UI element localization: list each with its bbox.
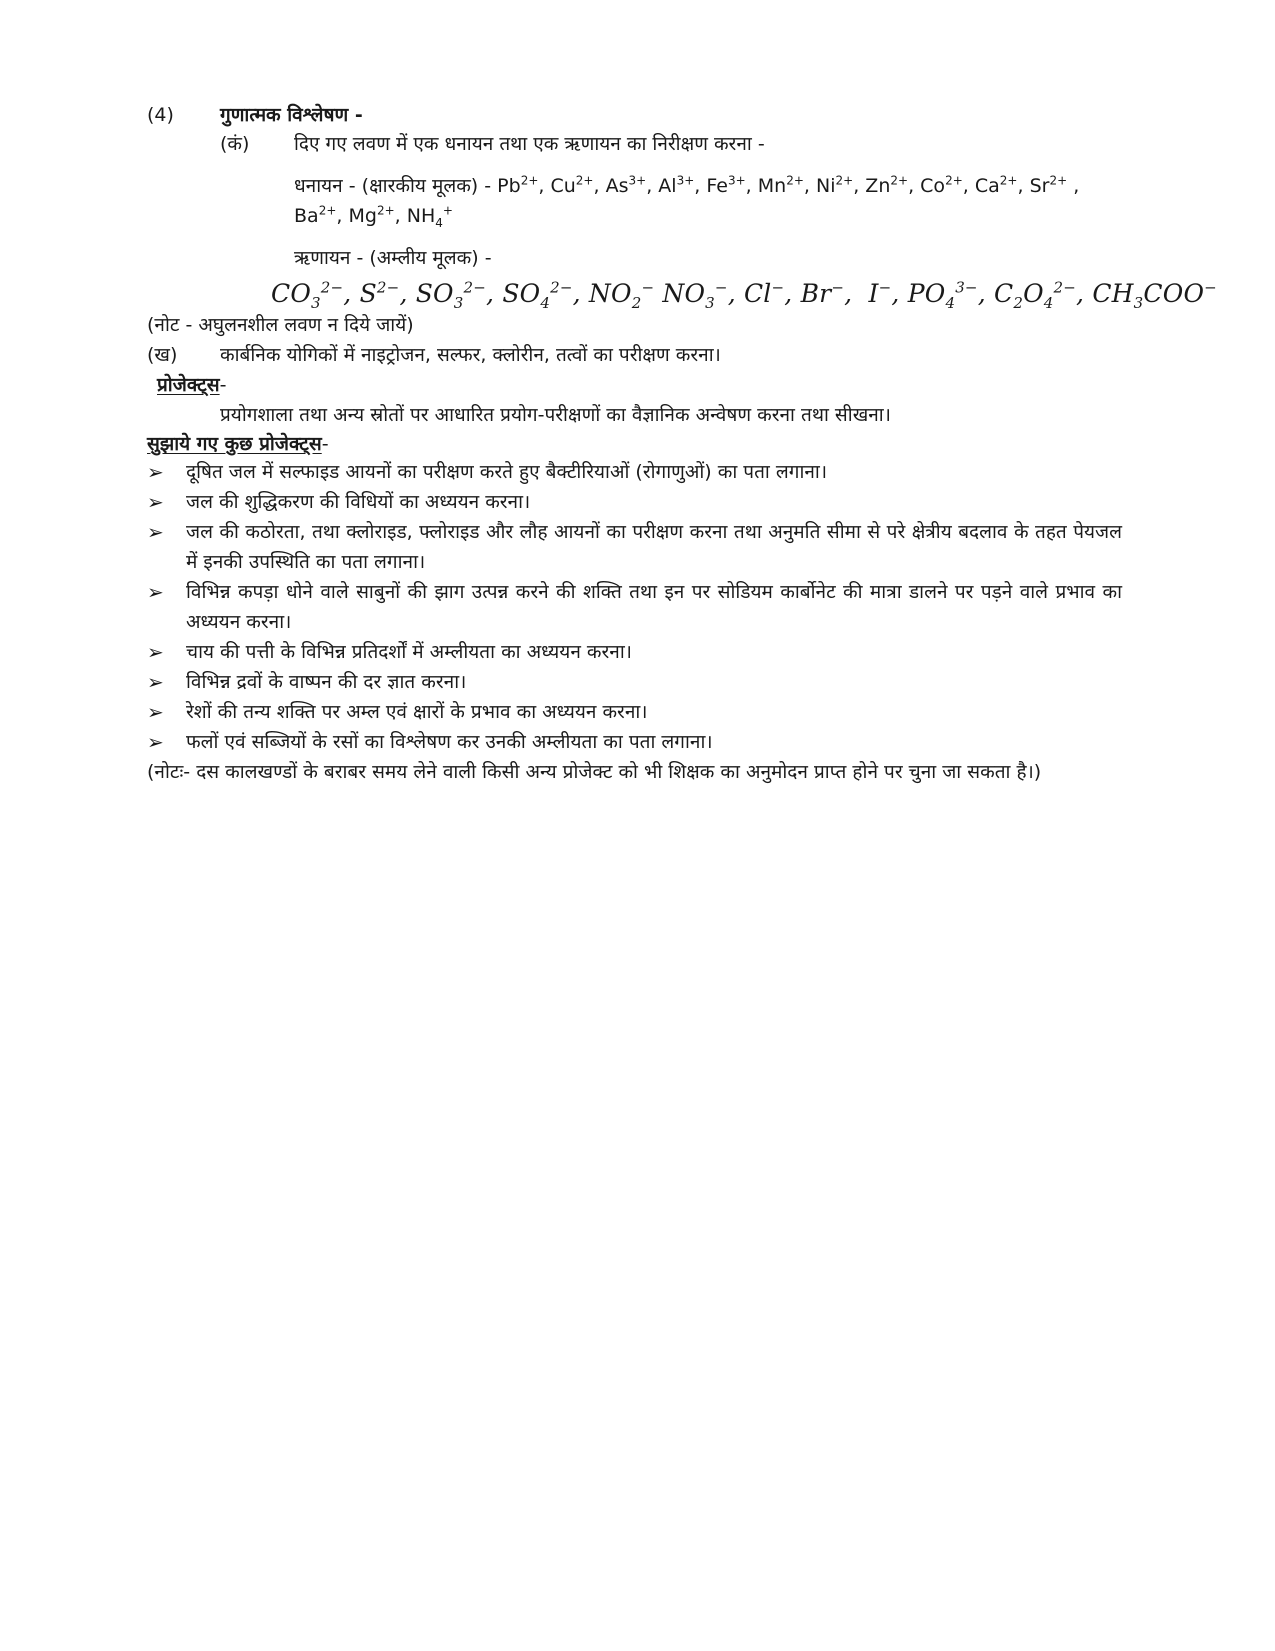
list-item: जल की शुद्धिकरण की विधियों का अध्ययन करना।	[186, 491, 531, 513]
cation-charge: 2+	[376, 203, 395, 218]
cation-as: $As^{3+}$	[605, 173, 647, 197]
cation-ba: $Ba^{2+}$	[294, 203, 337, 227]
cation-charge: 3+	[727, 173, 746, 188]
cation-ca: $Ca^{2+}$	[974, 173, 1018, 197]
anions-formula: $CO_3^{2-}$, $S^{2-}$, $SO_3^{2-}$, $SO_4^{2-}$, $NO_2^-$ $NO_3^-$, Cl−, Br−, I−, $PO_4^{3-}$, $C_2O_4^{2-}$, $CH_3COO^-$	[271, 278, 1217, 312]
bullet-arrow-icon: ➢	[147, 670, 164, 694]
cation-mn: $Mn^{2+}$	[757, 173, 804, 197]
cation-charge: 3+	[676, 173, 695, 188]
cation-cu: $Cu^{2+}$	[550, 173, 594, 197]
bullet-arrow-icon: ➢	[147, 580, 164, 604]
sub-a-text: दिए गए लवण में एक धनायन तथा एक ऋणायन का निरीक्षण करना -	[294, 133, 765, 155]
list-item: दूषित जल में सल्फाइड आयनों का परीक्षण करते हुए बैक्टीरियाओं (रोगाणुओं) का पता लगाना।	[186, 461, 828, 483]
suggested-heading	[147, 429, 329, 459]
suggested-heading-text: सुझाये गए कुछ प्रोजेक्ट्स	[147, 433, 322, 455]
cation-charge: 2+	[945, 173, 963, 188]
cation-charge: 2+	[520, 173, 539, 188]
list-item: चाय की पत्ती के विभिन्न प्रतिदर्शों में अम्लीयता का अध्ययन करना।	[186, 641, 632, 663]
bullet-arrow-icon: ➢	[147, 490, 164, 514]
section-number: (4)	[147, 104, 174, 126]
projects-heading	[157, 370, 226, 400]
sub-a-marker: (कं)	[220, 133, 250, 155]
cation-fe: $Fe^{3+}$	[706, 173, 746, 197]
cation-charge: 2+	[999, 173, 1018, 188]
list-item: रेशों की तन्य शक्ति पर अम्ल एवं क्षारों के प्रभाव का अध्ययन करना।	[186, 701, 648, 723]
bullet-arrow-icon: ➢	[147, 700, 164, 724]
insoluble-note: (नोट - अघुलनशील लवण न दिये जायें)	[147, 314, 414, 336]
closing-note: (नोटः- दस कालखण्डों के बराबर समय लेने वाली किसी अन्य प्रोजेक्ट को भी शिक्षक का अनुमोदन प्राप्त होने पर चुना जा सकता है।)	[147, 761, 1042, 783]
sub-b-marker: (ख)	[147, 344, 178, 366]
cations-line	[294, 171, 1079, 201]
section-heading-dash: -	[354, 104, 363, 126]
cation-mg: $Mg^{2+}$	[348, 203, 395, 227]
cation-subscript: 4	[435, 215, 443, 230]
cation-al: $Al^{3+}$	[658, 173, 695, 197]
bullet-arrow-icon: ➢	[147, 520, 164, 544]
cation-charge: 2+	[1049, 173, 1068, 188]
list-item: फलों एवं सब्जियों के रसों का विश्लेषण कर उनकी अम्लीयता का पता लगाना।	[186, 731, 713, 753]
bullet-arrow-icon: ➢	[147, 640, 164, 664]
bullet-arrow-icon: ➢	[147, 730, 164, 754]
projects-heading-text: प्रोजेक्ट्स	[157, 374, 220, 396]
section-heading-text: गुणात्मक विश्लेषण	[220, 104, 349, 126]
cation-pb: $Pb^{2+}$	[497, 173, 539, 197]
anions-label: ऋणायन - (अम्लीय मूलक) -	[294, 247, 492, 269]
cation-list-continued: $Ba^{2+}$, $Mg^{2+}$, $NH_4^+$	[294, 203, 453, 230]
suggested-heading-dash: -	[321, 433, 329, 455]
cation-nh: $NH_4^+$	[406, 203, 453, 230]
list-item: जल की कठोरता, तथा क्लोराइड, फ्लोराइड और लौह आयनों का परीक्षण करना तथा अनुमति सीमा से परे क्षेत्रीय बदलाव के तहत पेयजल में इनकी उपस्थिति का पता लगाना।	[186, 521, 1122, 573]
cation-list: $Pb^{2+}$, $Cu^{2+}$, $As^{3+}$, $Al^{3+}$, $Fe^{3+}$, $Mn^{2+}$, $Ni^{2+}$, $Zn^{2+}$, $Co^{2+}$, $Ca^{2+}$, $Sr^{2+}$ ,	[497, 173, 1080, 197]
section-heading	[220, 100, 363, 130]
projects-heading-dash: -	[219, 374, 227, 396]
cation-ni: $Ni^{2+}$	[816, 173, 854, 197]
cations-label: धनायन - (क्षारकीय मूलक) -	[294, 175, 492, 197]
cation-charge: 2+	[890, 173, 909, 188]
cation-charge: +	[442, 203, 453, 218]
sub-b-text: कार्बनिक योगिकों में नाइट्रोजन, सल्फर, क्लोरीन, तत्वों का परीक्षण करना।	[220, 344, 721, 366]
cation-charge: 2+	[575, 173, 594, 188]
cation-charge: 2+	[318, 203, 337, 218]
projects-description: प्रयोगशाला तथा अन्य स्रोतों पर आधारित प्रयोग-परीक्षणों का वैज्ञानिक अन्वेषण करना तथा सीखना।	[220, 404, 891, 426]
cation-charge: 2+	[786, 173, 804, 188]
list-item: विभिन्न द्रवों के वाष्पन की दर ज्ञात करना।	[186, 671, 467, 693]
cation-charge: 2+	[835, 173, 854, 188]
bullet-arrow-icon: ➢	[147, 460, 164, 484]
cation-co: $Co^{2+}$	[920, 173, 963, 197]
cation-charge: 3+	[628, 173, 647, 188]
list-item: विभिन्न कपड़ा धोने वाले साबुनों की झाग उत्पन्न करने की शक्ति तथा इन पर सोडियम कार्बोनेट की मात्रा डालने पर पड़ने वाले प्रभाव का अध्ययन करना।	[186, 581, 1122, 633]
cation-sr: $Sr^{2+}$	[1029, 173, 1068, 197]
cation-zn: $Zn^{2+}$	[865, 173, 909, 197]
